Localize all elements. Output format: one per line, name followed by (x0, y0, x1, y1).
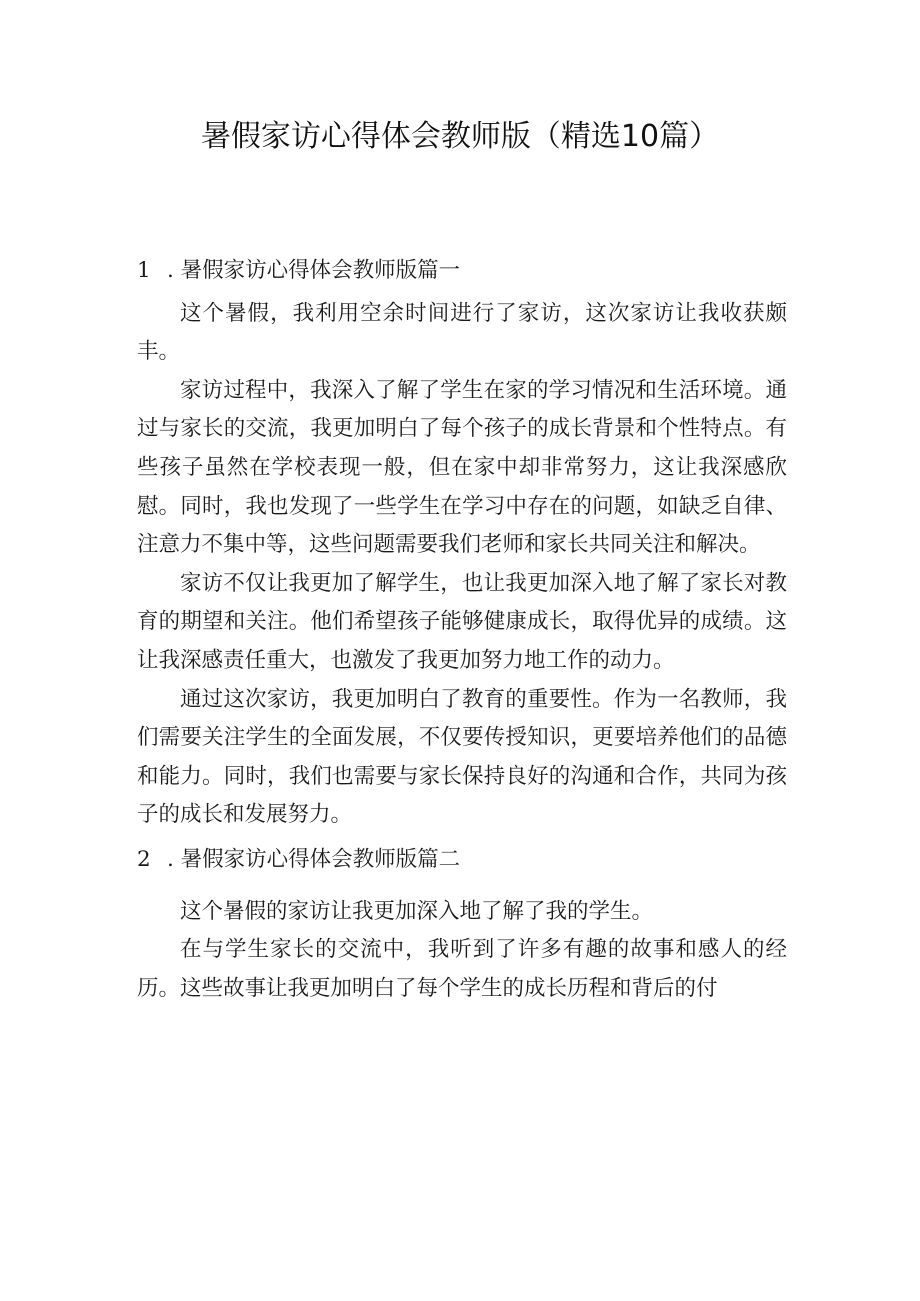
section-number-1: 1 (137, 258, 151, 283)
paragraph: 这个暑假的家访让我更加深入地了解了我的学生。 (180, 898, 654, 924)
section-heading-1 (137, 252, 787, 291)
paragraph: 通过这次家访，我更加明白了教育的重要性。作为一名教师，我们需要关注学生的全面发展，不仅要传授知识，更要培养他们的品德和能力。同时，我们也需要与家长保持良好的沟通和合作，共同为孩子的成长和发展努力。 (137, 686, 787, 828)
section-number-2: 2 (137, 846, 151, 872)
section-heading-2 (137, 841, 787, 880)
section-heading-text-1: . 暑假家访心得体会教师版篇一 (167, 258, 461, 283)
paragraph: 家访不仅让我更加了解学生，也让我更加深入地了解了家长对教育的期望和关注。他们希望孩子能够健康成长，取得优异的成绩。这让我深感责任重大，也激发了我更加努力地工作的动力。 (137, 570, 787, 673)
document-body (137, 252, 787, 1008)
paragraph: 家访过程中，我深入了解了学生在家的学习情况和生活环境。通过与家长的交流，我更加明白了每个孩子的成长背景和个性特点。有些孩子虽然在学校表现一般，但在家中却非常努力，这让我深感欣慰。同时，我也发现了一些学生在学习中存在的问题，如缺乏自律、注意力不集中等，这些问题需要我们老师和家长共同关注和解决。 (137, 377, 787, 558)
paragraph: 这个暑假，我利用空余时间进行了家访，这次家访让我收获颇丰。 (137, 300, 787, 365)
paragraph: 在与学生家长的交流中，我听到了许多有趣的故事和感人的经历。这些故事让我更加明白了每个学生的成长历程和背后的付 (137, 937, 787, 1001)
document-title: 暑假家访心得体会教师版（精选10篇） (200, 119, 720, 154)
section-heading-text-2: . 暑假家访心得体会教师版篇二 (167, 846, 461, 872)
